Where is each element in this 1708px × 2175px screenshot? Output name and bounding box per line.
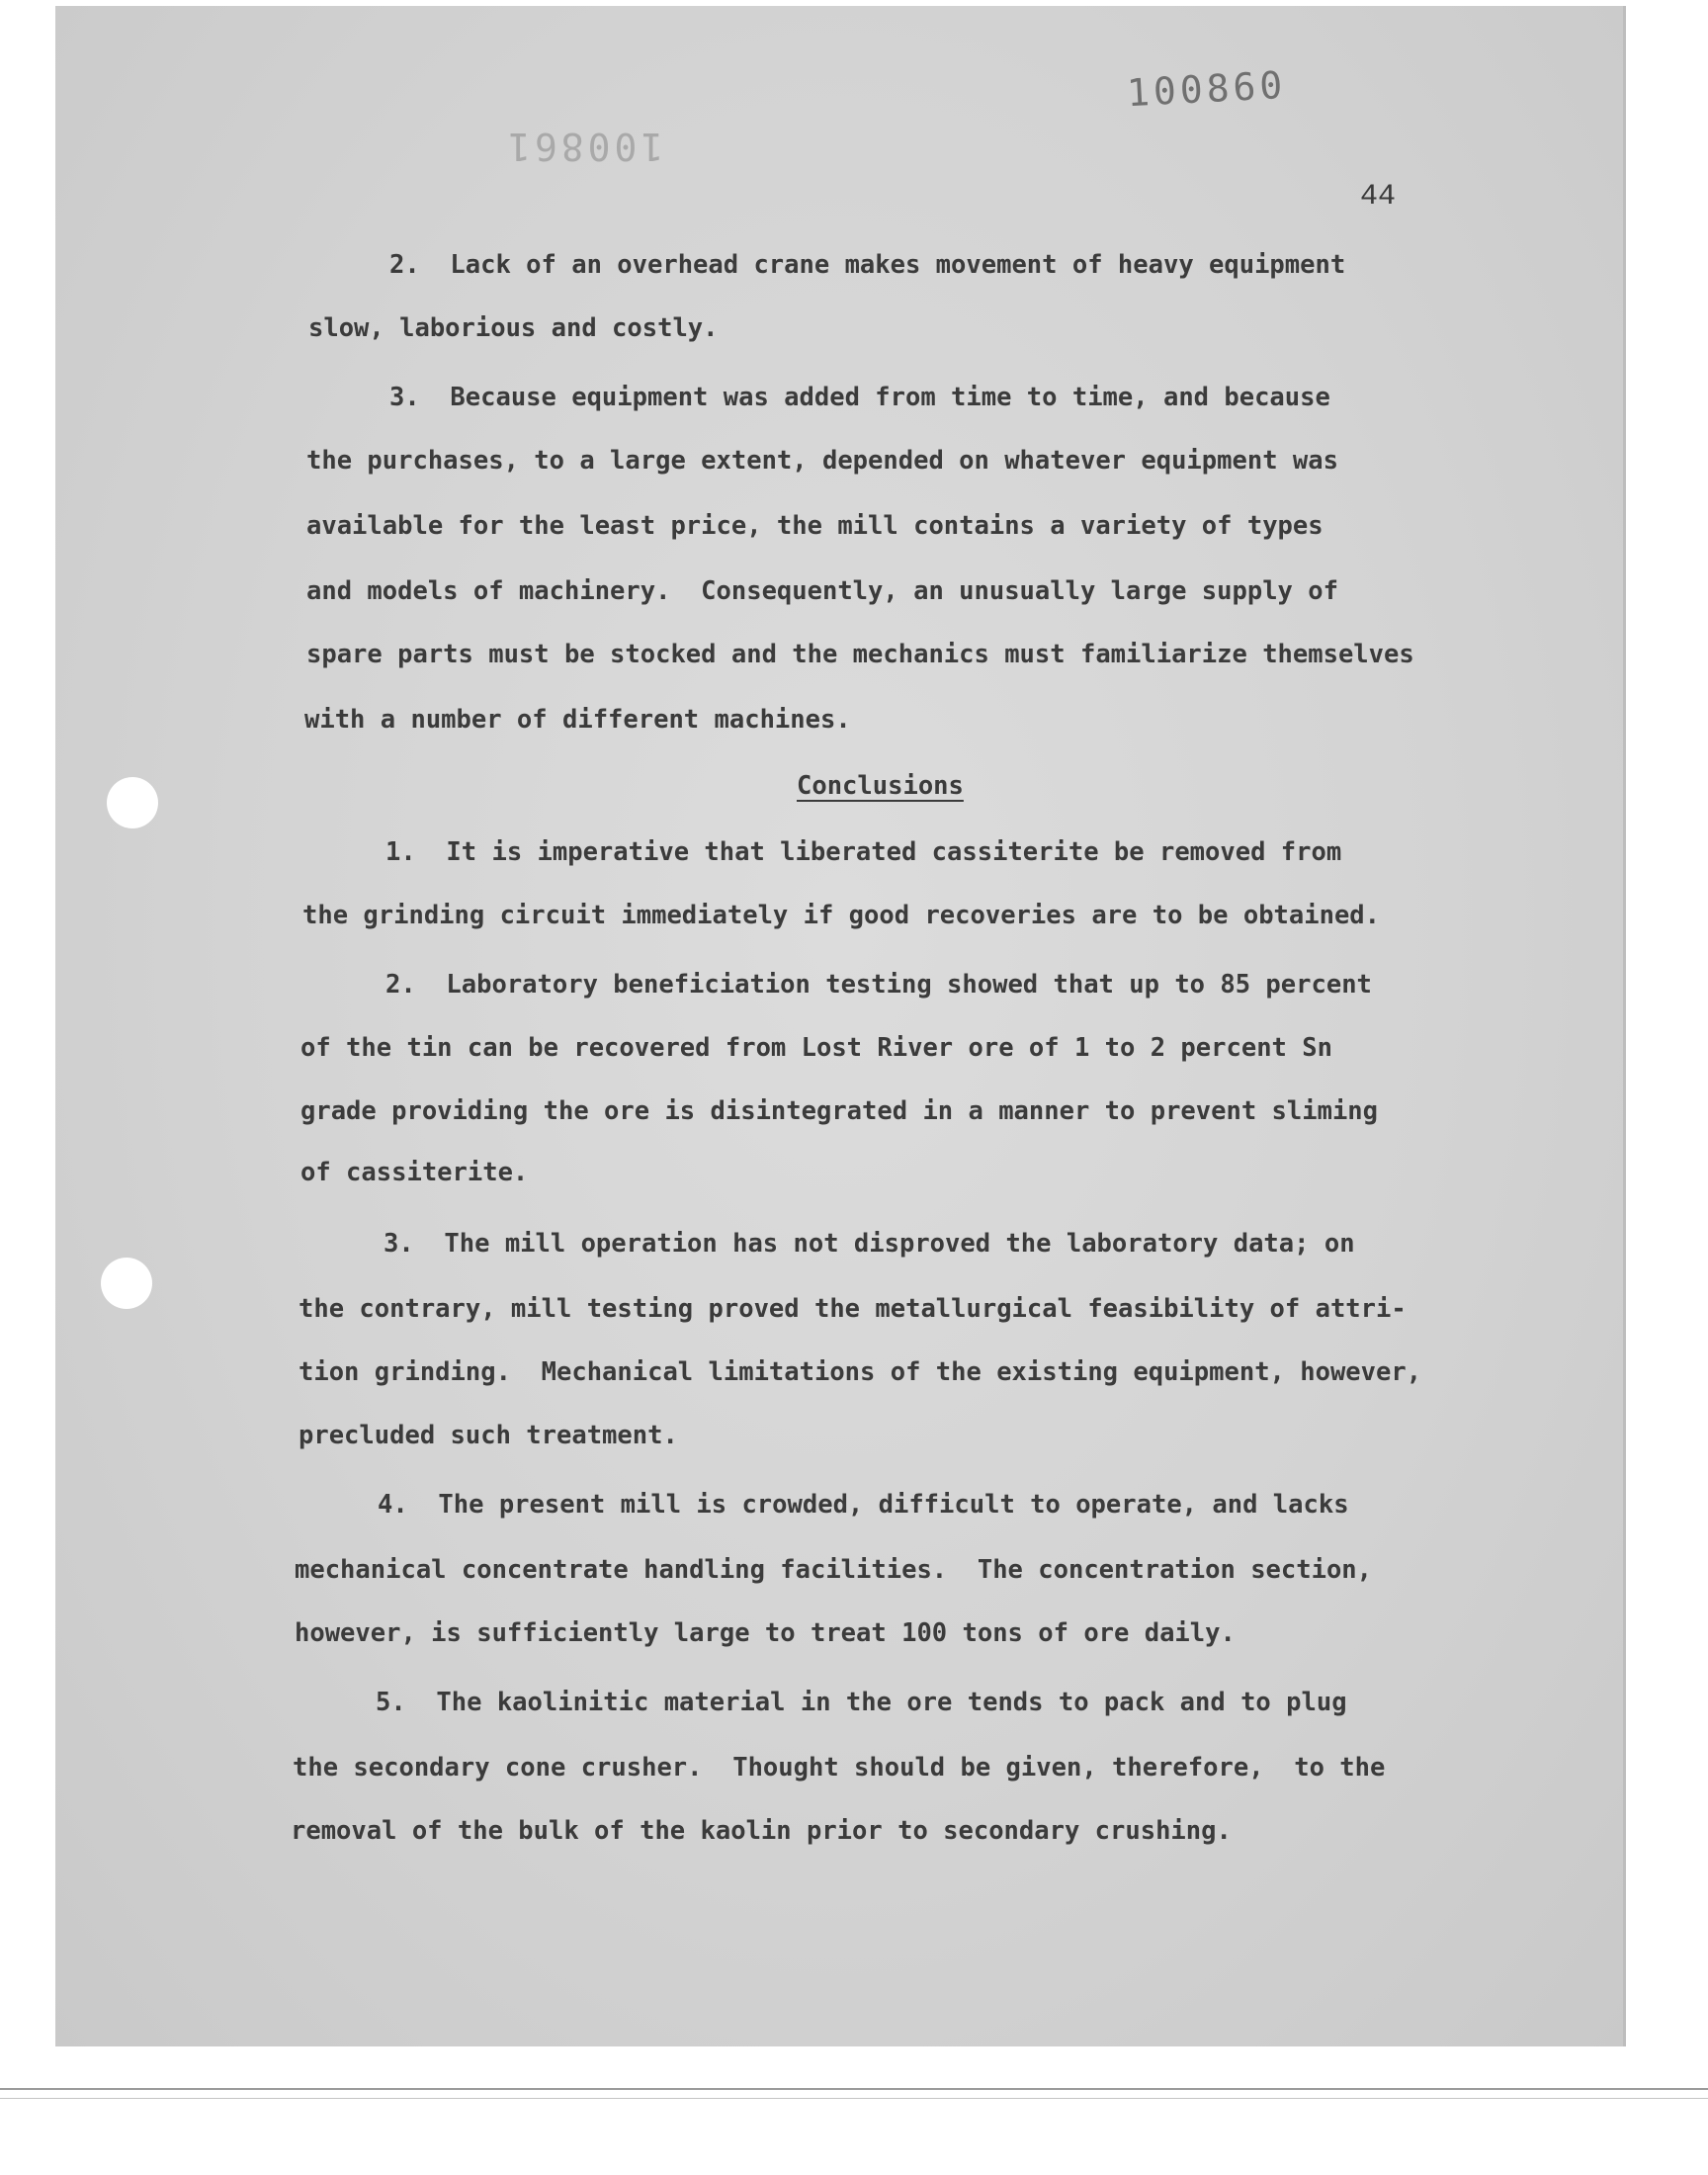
text-line: 2. Laboratory beneficiation testing showed that up to 85 percent [385,970,1372,1000]
page-number: 44 [1360,180,1397,214]
text-line: of the tin can be recovered from Lost River ore of 1 to 2 percent Sn [300,1033,1332,1063]
text-line: available for the least price, the mill contains a variety of types [306,511,1324,541]
text-line: the secondary cone crusher. Thought should be given, therefore, to the [293,1753,1386,1783]
text-line: of cassiterite. [300,1158,529,1187]
scanner-edge-line-secondary [0,2098,1708,2099]
document-stamp-number: 100860 [1125,62,1288,116]
punch-hole-lower [101,1258,152,1309]
faded-stamp-number: 100861 [504,125,664,168]
text-line: 1. It is imperative that liberated cassiterite be removed from [385,837,1342,867]
text-line: 2. Lack of an overhead crane makes movement of heavy equipment [389,250,1346,280]
scanner-edge-line [0,2088,1708,2090]
text-line: the contrary, mill testing proved the metallurgical feasibility of attri- [299,1294,1407,1324]
text-line: tion grinding. Mechanical limitations of the existing equipment, however, [299,1357,1422,1387]
text-line: 3. The mill operation has not disproved the laboratory data; on [384,1229,1355,1259]
section-heading-conclusions: Conclusions [797,771,964,801]
text-line: the purchases, to a large extent, depended on whatever equipment was [306,446,1338,476]
text-line: spare parts must be stocked and the mechanics must familiarize themselves [306,640,1414,669]
text-line: removal of the bulk of the kaolin prior to secondary crushing. [291,1816,1232,1846]
text-line: precluded such treatment. [299,1421,678,1450]
text-line: the grinding circuit immediately if good recoveries are to be obtained. [302,901,1381,930]
text-line: mechanical concentrate handling facilities. The concentration section, [295,1555,1373,1585]
text-line: and models of machinery. Consequently, an unusually large supply of [306,576,1338,606]
paper-sheet [55,6,1626,2046]
text-line: with a number of different machines. [304,705,851,735]
text-line: 4. The present mill is crowded, difficult to operate, and lacks [378,1490,1349,1520]
punch-hole-upper [107,777,158,828]
text-line: grade providing the ore is disintegrated in a manner to prevent sliming [300,1096,1379,1126]
text-line: 5. The kaolinitic material in the ore tends to pack and to plug [376,1688,1347,1717]
text-line: 3. Because equipment was added from time to time, and because [389,383,1330,412]
text-line: however, is sufficiently large to treat 100 tons of ore daily. [295,1618,1236,1648]
text-line: slow, laborious and costly. [308,313,719,343]
